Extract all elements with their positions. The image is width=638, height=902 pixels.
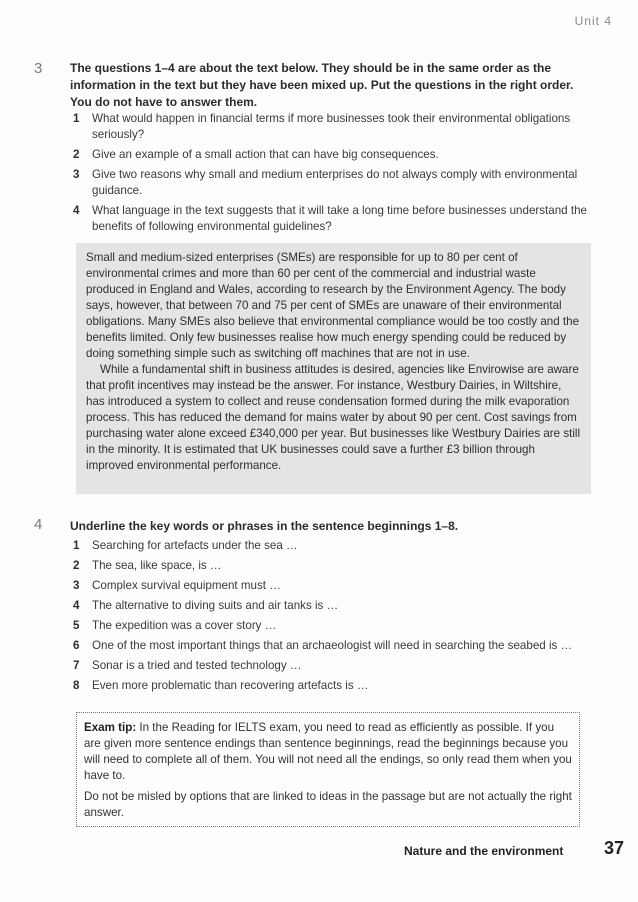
sentence-number: 7 [73,659,80,672]
sentence-item [70,638,590,654]
question-item [70,111,590,143]
sentence-item [70,678,590,694]
sentence-text: The alternative to diving suits and air tanks is … [92,599,339,612]
question-item [70,203,590,235]
question-text: Give two reasons why small and medium enterprises do not always comply with environmental guidance. [92,168,578,197]
sentence-text: Even more problematic than recovering artefacts is … [92,679,369,692]
exam-tip-label: Exam tip: [84,721,137,734]
question-number: 4 [73,204,80,217]
sentence-text: One of the most important things that an archaeologist will need in searching the seabed is … [92,639,573,652]
exam-tip-paragraph-2: Do not be misled by options that are linked to ideas in the passage but are not actually the right answer. [84,790,572,819]
passage-paragraph-1: Small and medium-sized enterprises (SMEs) are responsible for up to 80 per cent of environmental crimes and more than 60 per cent of the commercial and industrial waste produced in England and Wales, according to research by the Environment Agency. The body says, however, that between 70 and 75 per cent of SMEs are unaware of their environmental obligations. Many SMEs also believe that environmental compliance would be too costly and the benefits limited. Only few businesses realise how much energy spending could be reduced by doing something simple such as switching off machines that are not in use. [86,251,580,360]
page-number: 37 [604,838,625,858]
sentence-number: 3 [73,579,80,592]
sentence-number: 1 [73,539,80,552]
exam-tip-box [76,712,580,827]
reading-passage [76,243,591,494]
sentence-number: 2 [73,559,80,572]
passage-paragraph-2: While a fundamental shift in business attitudes is desired, agencies like Envirowise are aware that profit incentives may instead be the answer. For instance, Westbury Dairies, in Wiltshire, has introduced a system to collect and reuse condensation formed during the milk evaporation process. This has reduced the demand for mains water by about 90 per cent. Cost savings from purchasing water alone exceed £340,000 per year. But businesses like Westbury Dairies are still in the minority. It is estimated that UK businesses could save a further £3 billion through improved environmental performance. [86,363,581,472]
unit-label: Unit 4 [574,14,612,28]
sentence-text: Complex survival equipment must … [92,579,281,592]
sentence-text: Searching for artefacts under the sea … [92,539,298,552]
sentence-item [70,538,590,554]
sentence-number: 4 [73,599,80,612]
question-number: 3 [73,168,80,181]
sentence-number: 6 [73,639,80,652]
sentence-text: The sea, like space, is … [92,559,222,572]
question-text: Give an example of a small action that can have big consequences. [92,148,439,161]
exercise-4-instructions: Underline the key words or phrases in the sentence beginnings 1–8. [70,519,459,533]
exercise-3-number: 3 [34,60,43,77]
sentence-item [70,618,590,634]
question-text: What language in the text suggests that it will take a long time before businesses understand the benefits of following environmental guidelines? [92,204,587,233]
question-number: 2 [73,148,80,161]
sentence-text: Sonar is a tried and tested technology … [92,659,302,672]
sentence-item [70,578,590,594]
sentence-text: The expedition was a cover story … [92,619,277,632]
exercise-3-questions [70,111,590,239]
sentence-item [70,658,590,674]
sentence-item [70,558,590,574]
question-text: What would happen in financial terms if more businesses took their environmental obligations seriously? [92,112,571,141]
sentence-number: 8 [73,679,80,692]
sentence-item [70,598,590,614]
sentence-number: 5 [73,619,80,632]
exercise-4-number: 4 [34,516,43,533]
question-item [70,147,590,163]
exam-tip-paragraph-1 [84,720,572,784]
chapter-title: Nature and the environment [404,844,564,858]
exercise-4-items [70,538,590,698]
exercise-3-instructions: The questions 1–4 are about the text below. They should be in the same order as the information in the text but they have been mixed up. Put the questions in the right order. You do not have to answer them. [70,61,574,109]
question-number: 1 [73,112,80,125]
question-item [70,167,590,199]
exam-tip-text: In the Reading for IELTS exam, you need to read as efficiently as possible. If you are given more sentence endings than sentence beginnings, read the beginnings because you will need to complete all of them. You will not need all the endings, so only read them when you have to. [84,721,572,782]
